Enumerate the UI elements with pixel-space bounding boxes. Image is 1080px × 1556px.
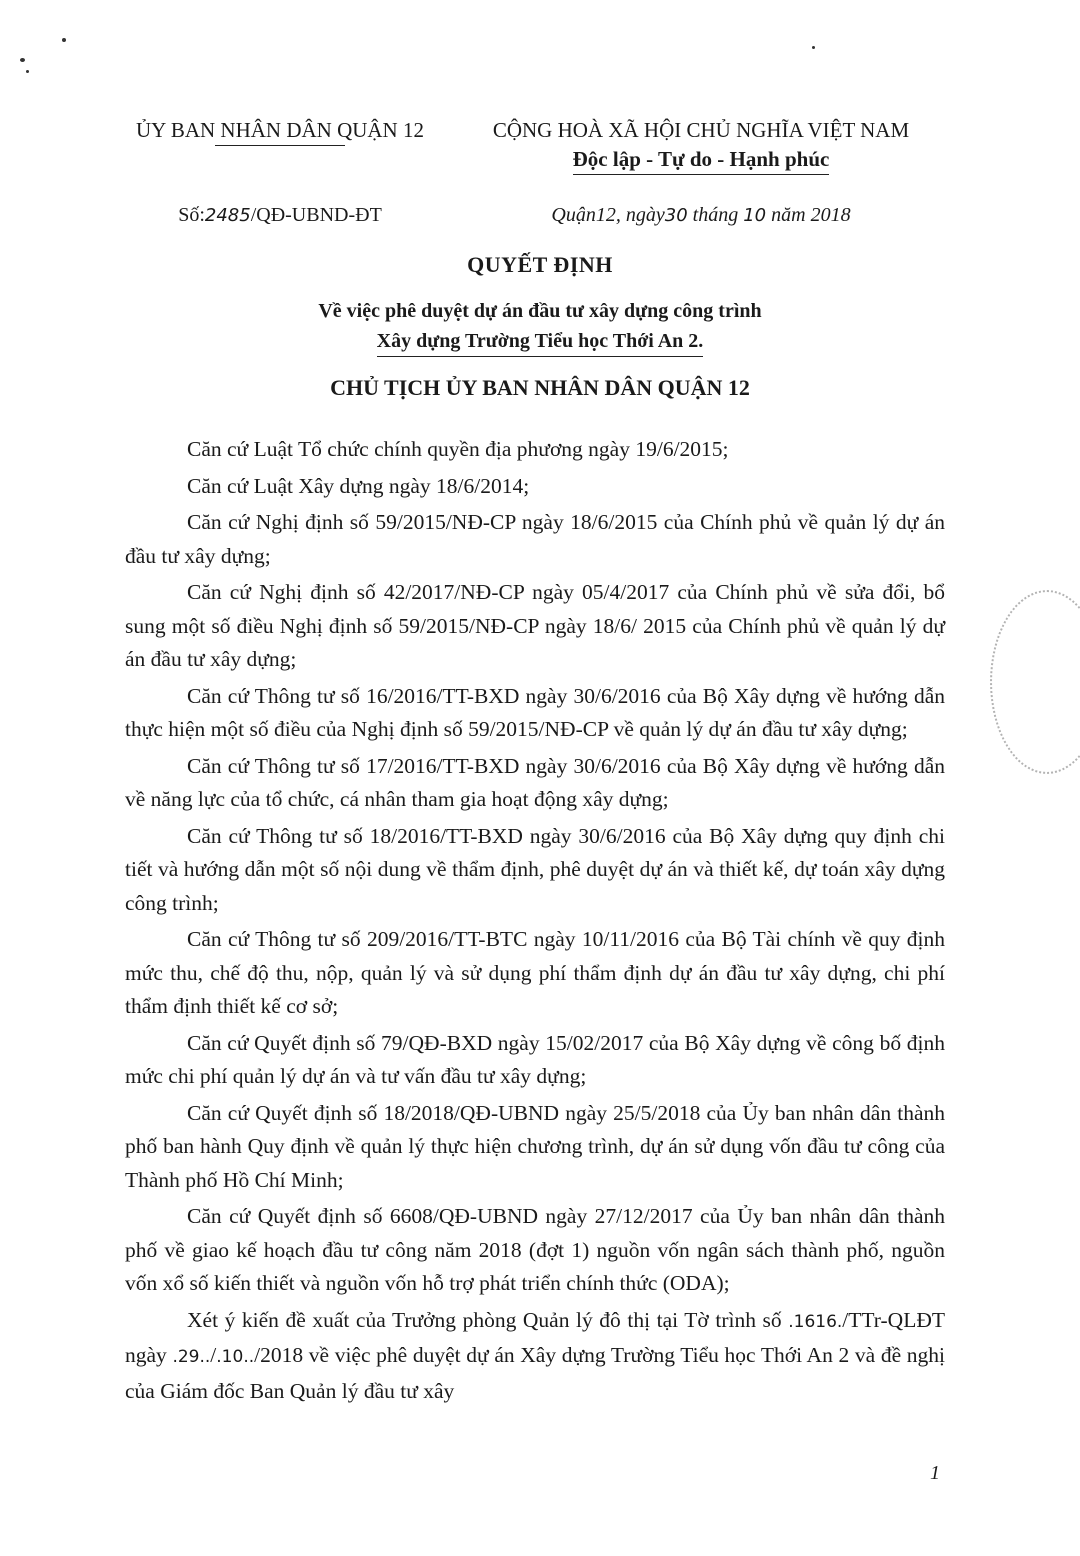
- proposal-paragraph: [125, 1304, 945, 1409]
- legal-basis-paragraph: Căn cứ Quyết định số 6608/QĐ-UBND ngày 27/12/2017 của Ủy ban nhân dân thành phố về giao kế hoạch đầu tư công năm 2018 (đợt 1) nguồn vốn ngân sách thành phố, nguồn vốn xổ số kiến thiết và nguồn vốn hỗ trợ phát triển chính thức (ODA);: [125, 1204, 945, 1295]
- doc-number-suffix: /QĐ-UBND-ĐT: [250, 204, 382, 226]
- issuer-underline: [215, 145, 345, 146]
- year-label: năm 2018: [771, 204, 851, 226]
- scan-speck: [812, 46, 815, 49]
- proposal-ref-month: .10..: [216, 1347, 255, 1367]
- national-motto: Độc lập - Tự do - Hạnh phúc: [573, 147, 830, 175]
- scan-speck: [62, 38, 66, 42]
- legal-basis-paragraph: Căn cứ Luật Xây dựng ngày 18/6/2014;: [187, 473, 530, 498]
- document-body: [125, 433, 945, 1411]
- legal-basis-paragraph: Căn cứ Thông tư số 209/2016/TT-BTC ngày 10/11/2016 của Bộ Tài chính về quy định mức thu, chế độ thu, nộp, quản lý và sử dụng phí thẩm định dự án đầu tư xây dựng, chi phí thẩm định thiết kế cơ sở;: [125, 927, 945, 1018]
- nation-name: CỘNG HOÀ XÃ HỘI CHỦ NGHĨA VIỆT NAM: [492, 118, 910, 142]
- scan-speck: [26, 70, 29, 73]
- month-label: tháng: [692, 204, 739, 226]
- proposal-date-separator: /: [210, 1343, 217, 1367]
- subject-line-2: Xây dựng Trường Tiểu học Thới An 2.: [377, 326, 704, 357]
- legal-basis-paragraph: Căn cứ Thông tư số 18/2016/TT-BXD ngày 30/6/2016 của Bộ Xây dựng quy định chi tiết và hướng dẫn một số nội dung về thẩm định, phê duyệt dự án và thiết kế, dự toán xây dựng công trình;: [125, 823, 945, 915]
- legal-basis-paragraph: Căn cứ Thông tư số 16/2016/TT-BXD ngày 30/6/2016 của Bộ Xây dựng về hướng dẫn thực hiện một số điều của Nghị định số 59/2015/NĐ-CP về quản lý dự án đầu tư xây dựng;: [125, 683, 945, 741]
- legal-basis-paragraph: Căn cứ Nghị định số 42/2017/NĐ-CP ngày 05/4/2017 của Chính phủ về sửa đổi, bổ sung một số điều Nghị định số 59/2015/NĐ-CP ngày 18/6/ 2015 của Chính phủ về quản lý dự án đầu tư xây dựng;: [125, 580, 945, 671]
- page-number: 1: [930, 1462, 940, 1484]
- proposal-ref-day: .29..: [172, 1347, 211, 1367]
- day-value: 30: [664, 205, 688, 226]
- day-label: ngày: [625, 204, 665, 226]
- proposal-text-2: /TTr-QLĐT ngày: [125, 1307, 945, 1367]
- legal-basis-paragraph: Căn cứ Quyết định số 79/QĐ-BXD ngày 15/02/2017 của Bộ Xây dựng về công bố định mức chi phí quản lý dự án và tư vấn đầu tư xây dựng;: [125, 1030, 945, 1088]
- proposal-text-3: /2018 về việc phê duyệt dự án Xây dựng Trường Tiểu học Thới An 2 và đề nghị của Giám đốc Ban Quản lý đầu tư xây: [125, 1343, 945, 1403]
- document-subject: [0, 296, 1080, 357]
- legal-basis-paragraph: Căn cứ Nghị định số 59/2015/NĐ-CP ngày 18/6/2015 của Chính phủ về quản lý dự án đầu tư xây dựng;: [125, 510, 945, 568]
- proposal-ref-number: .1616.: [788, 1311, 843, 1332]
- legal-basis-paragraph: Căn cứ Luật Tổ chức chính quyền địa phương ngày 19/6/2015;: [187, 437, 729, 461]
- document-number: [110, 204, 450, 227]
- doc-number-prefix: Số:: [178, 204, 205, 226]
- issuing-authority: CHỦ TỊCH ỦY BAN NHÂN DÂN QUẬN 12: [330, 375, 750, 400]
- national-heading: [462, 118, 940, 175]
- legal-basis-paragraph: Căn cứ Thông tư số 17/2016/TT-BXD ngày 30/6/2016 của Bộ Xây dựng về hướng dẫn về năng lực của tổ chức, cá nhân tham gia hoạt động xây dựng;: [125, 753, 945, 811]
- document-title: QUYẾT ĐỊNH: [467, 252, 613, 277]
- place-and-date: [462, 204, 940, 227]
- doc-number-value: 2485: [204, 205, 251, 226]
- place: Quận12,: [551, 204, 621, 226]
- issuer-name: ỦY BAN NHÂN DÂN QUẬN 12: [136, 118, 424, 142]
- scan-speck: [20, 58, 25, 62]
- subject-line-1: Về việc phê duyệt dự án đầu tư xây dựng công trình: [318, 300, 762, 322]
- seal-stamp-partial: [990, 590, 1080, 774]
- proposal-text-1: Xét ý kiến đề xuất của Trưởng phòng Quản lý đô thị tại Tờ trình số: [187, 1307, 789, 1332]
- month-value: 10: [743, 205, 767, 226]
- legal-basis-paragraph: Căn cứ Quyết định số 18/2018/QĐ-UBND ngày 25/5/2018 của Ủy ban nhân dân thành phố ban hành Quy định về quản lý thực hiện chương trình, dự án sử dụng vốn đầu tư công của Thành phố Hồ Chí Minh;: [125, 1100, 945, 1192]
- issuer-block: [110, 118, 450, 146]
